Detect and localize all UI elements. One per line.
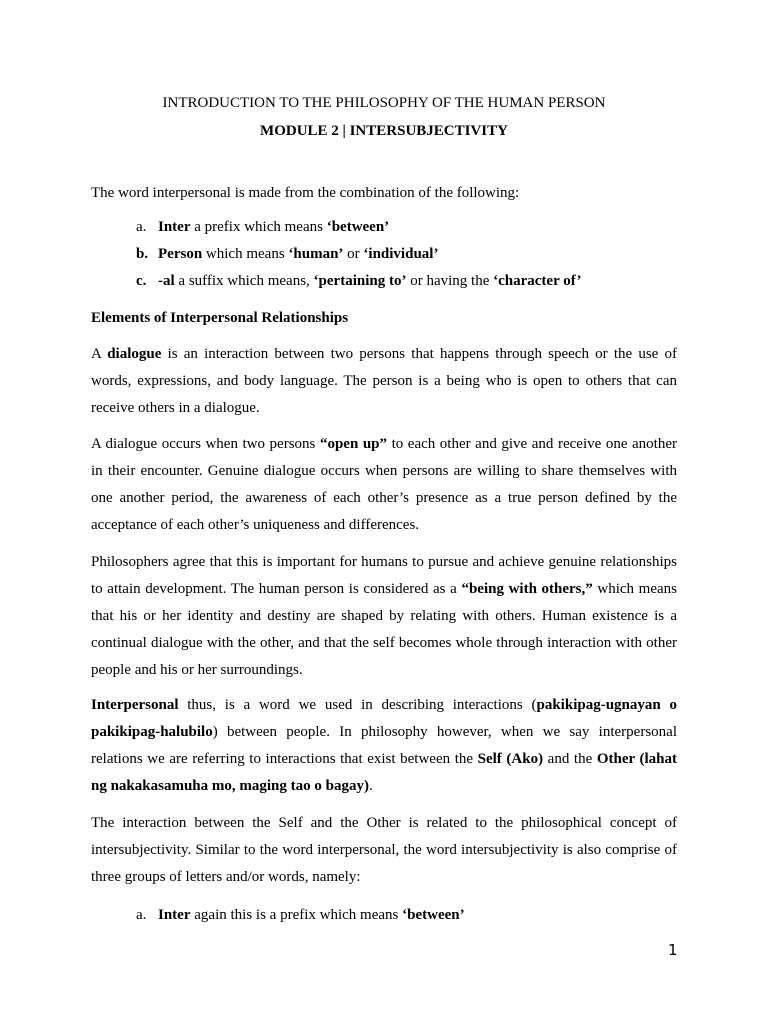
course-title: INTRODUCTION TO THE PHILOSOPHY OF THE HUMAN PERSON <box>162 95 606 111</box>
open-up-paragraph: A dialogue occurs when two persons “open up” to each other and give and receive one another in their encounter. Genuine dialogue occurs when persons are willing to share themselves with one another period, the awareness of each other’s presence as a true person defined by the acceptance of each other’s uniqueness and differences. <box>91 436 678 533</box>
intro-paragraph: The word interpersonal is made from the combination of the following: <box>91 185 520 201</box>
list-term: Inter <box>158 219 191 235</box>
philosophers-paragraph: Philosophers agree that this is important for humans to pursue and achieve genuine relationships to attain development. The human person is considered as a “being with others,” which means that his or her identity and destiny are shaped by relating with others. Human existence is a continual dialogue with the other, and that the self becomes whole through interaction with other people and his or her surroundings. <box>91 554 678 678</box>
list-term: Inter <box>158 907 191 923</box>
intersubjectivity-paragraph: The interaction between the Self and the Other is related to the philosophical concept of intersubjectivity. Similar to the word interpersonal, the word intersubjectivity is also comprise of three groups of letters and/or words, namely: <box>91 815 677 885</box>
list-term: Person <box>158 246 203 262</box>
list-item: a. Inter again this is a prefix which means ‘between’ <box>136 907 465 923</box>
list-marker: c. <box>136 273 147 289</box>
list-marker: a. <box>136 219 147 235</box>
dialogue-paragraph: A dialogue is an interaction between two persons that happens through speech or the use of words, expressions, and body language. The person is a being who is open to others that can receive others in a dialogue. <box>91 346 678 416</box>
page-number: 1 <box>668 941 678 959</box>
list-item: a. Inter a prefix which means ‘between’ <box>136 219 390 235</box>
list-item: c. -al a suffix which means, ‘pertaining to’ or having the ‘character of’ <box>136 273 582 289</box>
list-marker: b. <box>136 246 149 262</box>
list-item: b. Person which means ‘human’ or ‘individual’ <box>136 246 439 262</box>
section-heading: Elements of Interpersonal Relationships <box>91 310 349 326</box>
list-term: -al <box>158 273 175 289</box>
module-title: MODULE 2 | INTERSUBJECTIVITY <box>260 123 508 139</box>
list-marker: a. <box>136 907 147 923</box>
interpersonal-paragraph: Interpersonal thus, is a word we used in describing interactions (pakikipag-ugnayan o pakikipag-halubilo) between people. In philosophy however, when we say interpersonal relations we are referring to interactions that exist between the Self (Ako) and the Other (lahat ng nakakasamuha mo, maging tao o bagay). <box>91 697 678 794</box>
